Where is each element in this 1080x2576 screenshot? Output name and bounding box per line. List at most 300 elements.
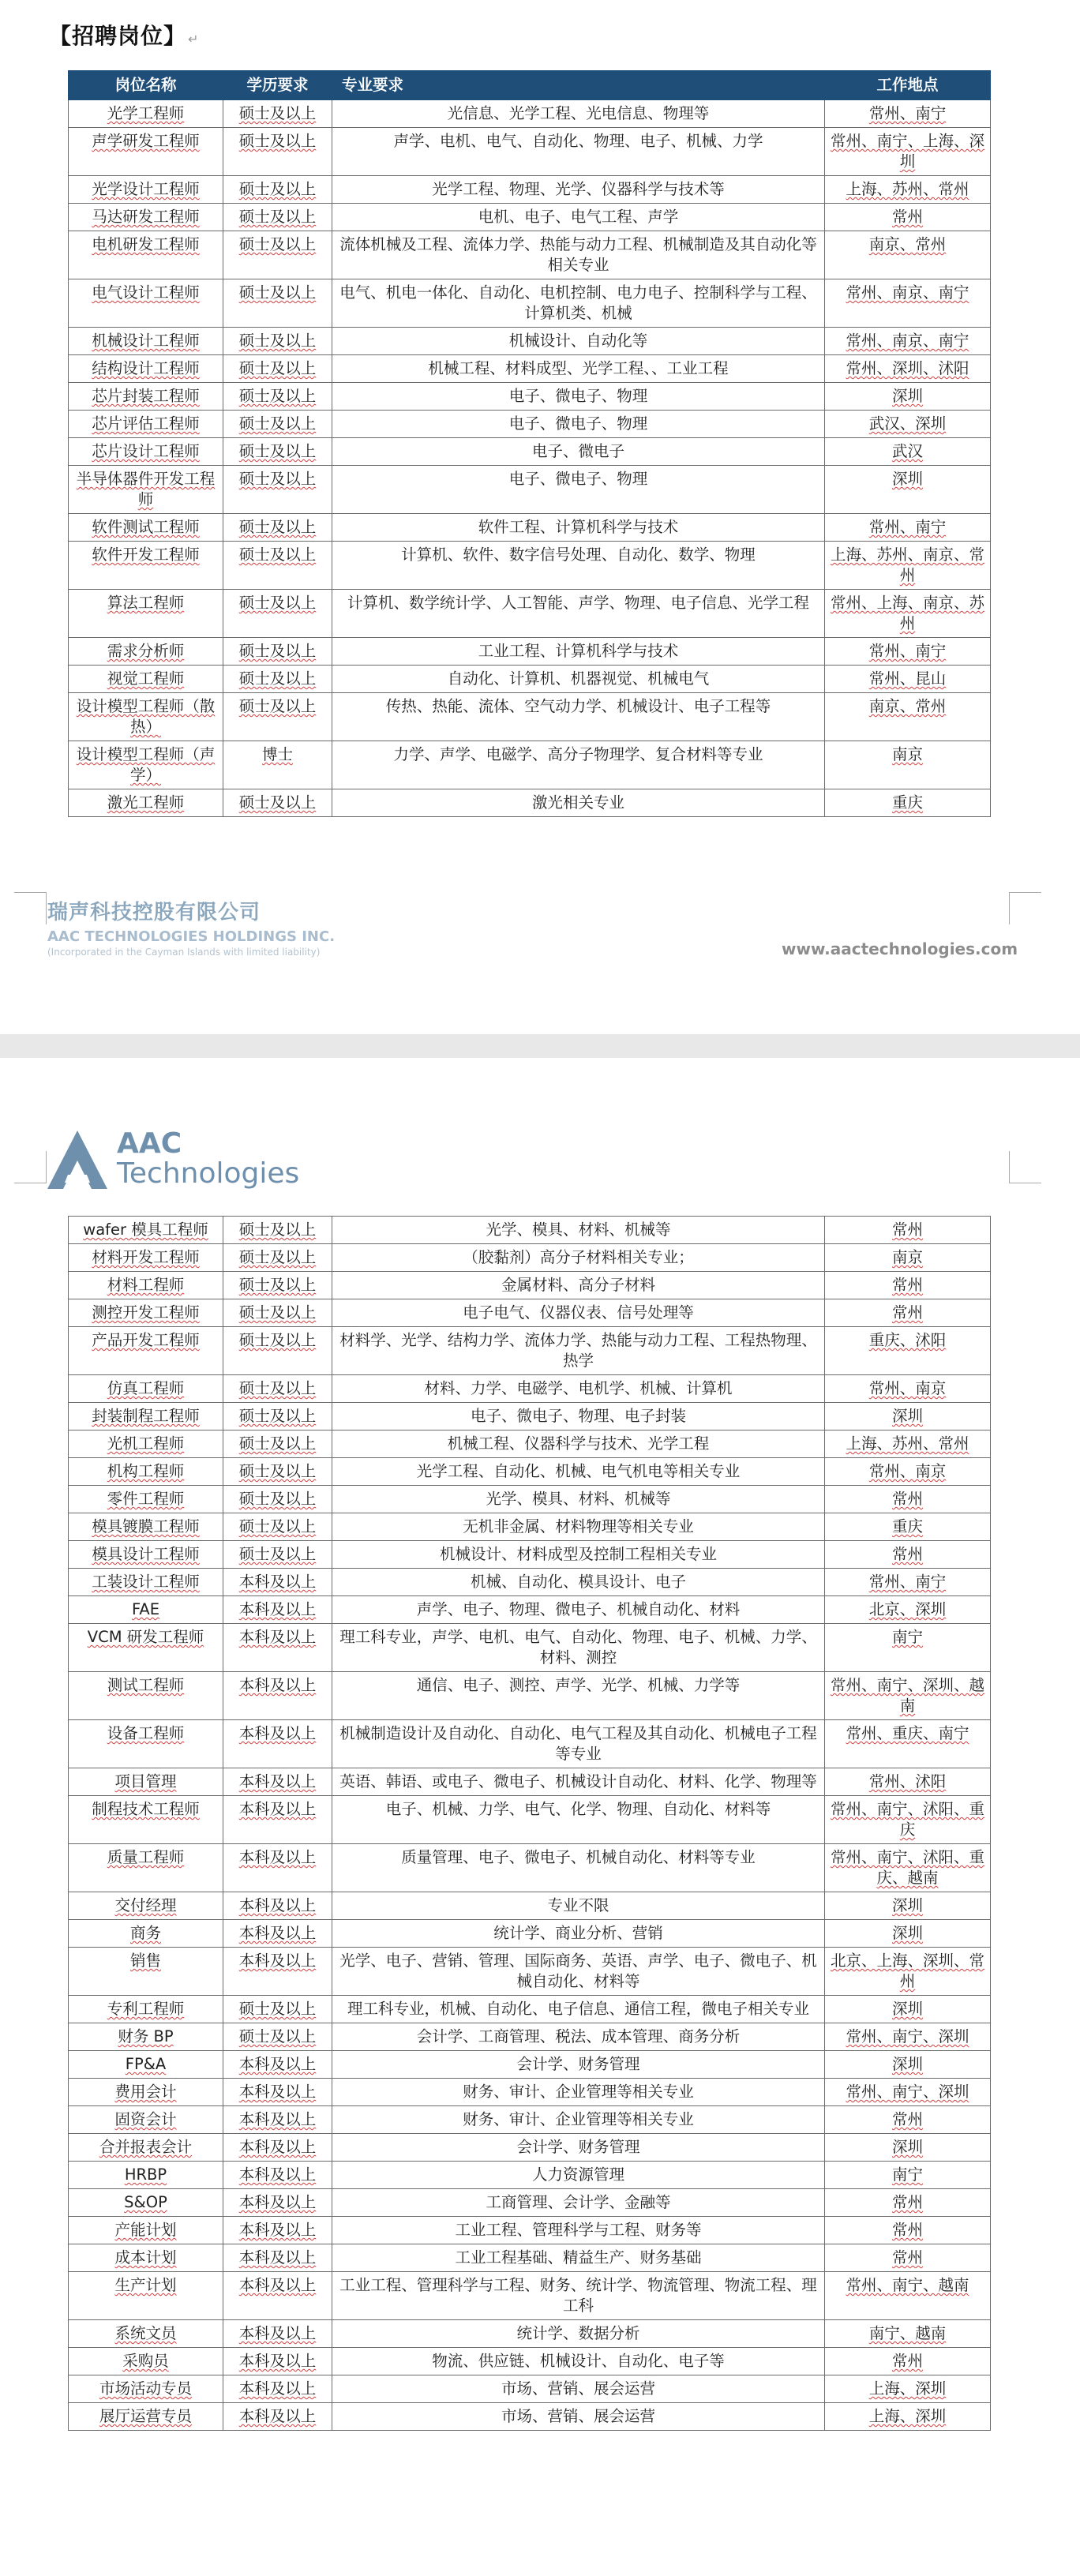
job-title-cell: 光学工程师: [69, 100, 223, 128]
education-cell: 本科及以上: [223, 2162, 332, 2189]
location-cell: 深圳: [825, 1403, 991, 1430]
table-row: [69, 1403, 991, 1430]
education-cell: 本科及以上: [223, 2217, 332, 2244]
location-cell: 深圳: [825, 1920, 991, 1948]
job-title-cell: 视觉工程师: [69, 666, 223, 693]
job-title-cell: 材料工程师: [69, 1272, 223, 1299]
location-cell: 南宁: [825, 2162, 991, 2189]
table-row: [69, 666, 991, 693]
section-title: [49, 19, 199, 51]
footer-company-cn: 瑞声科技控股有限公司: [47, 901, 261, 924]
job-title-cell: 软件开发工程师: [69, 542, 223, 590]
major-cell: 电子、微电子: [332, 438, 825, 466]
table-row: [69, 1541, 991, 1569]
major-cell: 工业工程、管理科学与工程、财务等: [332, 2217, 825, 2244]
table-row: [69, 2134, 991, 2162]
table-row: [69, 2079, 991, 2106]
major-cell: （胶黏剂）高分子材料相关专业；: [332, 1244, 825, 1272]
job-title-cell: 合并报表会计: [69, 2134, 223, 2162]
education-cell: 硕士及以上: [223, 438, 332, 466]
education-cell: 硕士及以上: [223, 100, 332, 128]
location-cell: 武汉: [825, 438, 991, 466]
location-cell: 南宁、越南: [825, 2320, 991, 2348]
education-cell: 硕士及以上: [223, 383, 332, 411]
major-cell: 传热、热能、流体、空气动力学、机械设计、电子工程等: [332, 693, 825, 741]
major-cell: 机械工程、材料成型、光学工程、、工业工程: [332, 355, 825, 383]
major-cell: 会计学、财务管理: [332, 2134, 825, 2162]
location-cell: 常州、南宁、深圳、越南: [825, 1672, 991, 1720]
table-row: [69, 1796, 991, 1844]
job-title-cell: 需求分析师: [69, 638, 223, 666]
education-cell: 硕士及以上: [223, 128, 332, 176]
job-title-cell: 电机研发工程师: [69, 231, 223, 279]
major-cell: 电子、微电子、物理、电子封装: [332, 1403, 825, 1430]
job-title-cell: 激光工程师: [69, 789, 223, 817]
major-cell: 计算机、软件、数字信号处理、自动化、数学、物理: [332, 542, 825, 590]
job-title-cell: 结构设计工程师: [69, 355, 223, 383]
table-row: [69, 542, 991, 590]
major-cell: 物流、供应链、机械设计、自动化、电子等: [332, 2348, 825, 2375]
location-cell: 常州: [825, 1299, 991, 1327]
education-cell: 本科及以上: [223, 1720, 332, 1768]
education-cell: 本科及以上: [223, 2320, 332, 2348]
job-title-cell: 材料开发工程师: [69, 1244, 223, 1272]
education-cell: 硕士及以上: [223, 279, 332, 328]
location-cell: 上海、深圳: [825, 2403, 991, 2431]
education-cell: 硕士及以上: [223, 542, 332, 590]
logo-line-2: Technologies: [117, 1157, 300, 1190]
major-cell: 工业工程、管理科学与工程、财务、统计学、物流管理、物流工程、理工科: [332, 2272, 825, 2320]
table-row: [69, 279, 991, 328]
table-row: [69, 231, 991, 279]
job-table-page-2: [68, 1216, 991, 2431]
aac-logo: [44, 1127, 328, 1198]
major-cell: 理工科专业，声学、电机、电气、自动化、物理、电子、机械、力学、材料、测控: [332, 1624, 825, 1672]
job-title-cell: 设计模型工程师（散热）: [69, 693, 223, 741]
location-cell: 常州: [825, 2189, 991, 2217]
table-row: [69, 328, 991, 355]
education-cell: 硕士及以上: [223, 355, 332, 383]
section-title-text: 【招聘岗位】: [49, 23, 187, 49]
major-cell: 统计学、数据分析: [332, 2320, 825, 2348]
table-row: [69, 2348, 991, 2375]
education-cell: 硕士及以上: [223, 638, 332, 666]
location-cell: 常州、南宁: [825, 1569, 991, 1596]
job-title-cell: 光学设计工程师: [69, 176, 223, 204]
document-page-1: [0, 0, 1080, 1034]
job-title-cell: 展厅运营专员: [69, 2403, 223, 2431]
table-row: [69, 2375, 991, 2403]
education-cell: 本科及以上: [223, 2272, 332, 2320]
table-header-row: [69, 71, 991, 100]
education-cell: 本科及以上: [223, 1796, 332, 1844]
job-table-page-1: [68, 70, 991, 817]
table-row: [69, 1720, 991, 1768]
job-title-cell: 工装设计工程师: [69, 1569, 223, 1596]
table-row: [69, 741, 991, 789]
education-cell: 博士: [223, 741, 332, 789]
education-cell: 硕士及以上: [223, 1486, 332, 1513]
table-row: [69, 438, 991, 466]
education-cell: 硕士及以上: [223, 1541, 332, 1569]
major-cell: 会计学、财务管理: [332, 2051, 825, 2079]
table-row: [69, 2244, 991, 2272]
paragraph-mark-icon: ↵: [188, 32, 200, 47]
major-cell: 统计学、商业分析、营销: [332, 1920, 825, 1948]
job-title-cell: 产品开发工程师: [69, 1327, 223, 1375]
job-title-cell: 芯片评估工程师: [69, 411, 223, 438]
table-row: [69, 1244, 991, 1272]
education-cell: 硕士及以上: [223, 2023, 332, 2051]
job-title-cell: 芯片设计工程师: [69, 438, 223, 466]
location-cell: 北京、上海、深圳、常州: [825, 1948, 991, 1996]
job-title-cell: 半导体器件开发工程师: [69, 466, 223, 514]
major-cell: 机械、自动化、模具设计、电子: [332, 1569, 825, 1596]
education-cell: 硕士及以上: [223, 1430, 332, 1458]
table-row: [69, 638, 991, 666]
job-title-cell: 马达研发工程师: [69, 204, 223, 231]
major-cell: 电机、电子、电气工程、声学: [332, 204, 825, 231]
major-cell: 流体机械及工程、流体力学、热能与动力工程、机械制造及其自动化等相关专业: [332, 231, 825, 279]
table-row: [69, 2051, 991, 2079]
location-cell: 南京、常州: [825, 231, 991, 279]
table-row: [69, 693, 991, 741]
major-cell: 光学、电子、营销、管理、国际商务、英语、声学、电子、微电子、机械自动化、材料等: [332, 1948, 825, 1996]
location-cell: 常州、南京、南宁: [825, 279, 991, 328]
table-row: [69, 1672, 991, 1720]
education-cell: 本科及以上: [223, 2244, 332, 2272]
education-cell: 本科及以上: [223, 2051, 332, 2079]
table-row: [69, 789, 991, 817]
major-cell: 理工科专业，机械、自动化、电子信息、通信工程，微电子相关专业: [332, 1996, 825, 2023]
location-cell: 常州、南宁、沭阳、重庆、越南: [825, 1844, 991, 1892]
job-title-cell: wafer 模具工程师: [69, 1217, 223, 1244]
education-cell: 本科及以上: [223, 1892, 332, 1920]
education-cell: 硕士及以上: [223, 1272, 332, 1299]
table-row: [69, 1458, 991, 1486]
job-title-cell: 生产计划: [69, 2272, 223, 2320]
table-row: [69, 1375, 991, 1403]
location-cell: 重庆、沭阳: [825, 1327, 991, 1375]
crop-mark-bottom-left: [14, 892, 47, 924]
education-cell: 本科及以上: [223, 1624, 332, 1672]
job-title-cell: 软件测试工程师: [69, 514, 223, 542]
location-cell: 常州、深圳、沭阳: [825, 355, 991, 383]
table-row: [69, 1486, 991, 1513]
education-cell: 本科及以上: [223, 1920, 332, 1948]
location-cell: 常州、南宁: [825, 514, 991, 542]
job-title-cell: 仿真工程师: [69, 1375, 223, 1403]
location-cell: 常州、南京: [825, 1375, 991, 1403]
education-cell: 本科及以上: [223, 2189, 332, 2217]
major-cell: 机械工程、仪器科学与技术、光学工程: [332, 1430, 825, 1458]
education-cell: 硕士及以上: [223, 1299, 332, 1327]
table-row: [69, 1513, 991, 1541]
job-title-cell: 商务: [69, 1920, 223, 1948]
location-cell: 南宁: [825, 1624, 991, 1672]
location-cell: 常州、沭阳: [825, 1768, 991, 1796]
job-title-cell: FAE: [69, 1596, 223, 1624]
major-cell: 电气、机电一体化、自动化、电机控制、电力电子、控制科学与工程、计算机类、机械: [332, 279, 825, 328]
major-cell: 激光相关专业: [332, 789, 825, 817]
table-row: [69, 2189, 991, 2217]
education-cell: 硕士及以上: [223, 693, 332, 741]
job-title-cell: 项目管理: [69, 1768, 223, 1796]
table-row: [69, 411, 991, 438]
job-title-cell: FP&A: [69, 2051, 223, 2079]
job-title-cell: 设计模型工程师（声学）: [69, 741, 223, 789]
table-row: [69, 176, 991, 204]
education-cell: 硕士及以上: [223, 204, 332, 231]
table-row: [69, 1844, 991, 1892]
major-cell: 金属材料、高分子材料: [332, 1272, 825, 1299]
major-cell: 声学、电子、物理、微电子、机械自动化、材料: [332, 1596, 825, 1624]
education-cell: 硕士及以上: [223, 1244, 332, 1272]
location-cell: 南京: [825, 741, 991, 789]
location-cell: 常州、南京: [825, 1458, 991, 1486]
location-cell: 常州、南宁、沭阳、重庆: [825, 1796, 991, 1844]
job-title-cell: 模具设计工程师: [69, 1541, 223, 1569]
job-title-cell: 声学研发工程师: [69, 128, 223, 176]
job-title-cell: VCM 研发工程师: [69, 1624, 223, 1672]
table-row: [69, 1430, 991, 1458]
table-row: [69, 466, 991, 514]
location-cell: 上海、深圳: [825, 2375, 991, 2403]
table-row: [69, 590, 991, 638]
job-title-cell: 固资会计: [69, 2106, 223, 2134]
location-cell: 常州、重庆、南宁: [825, 1720, 991, 1768]
education-cell: 硕士及以上: [223, 466, 332, 514]
job-title-cell: 成本计划: [69, 2244, 223, 2272]
header-job-title: 岗位名称: [69, 71, 223, 100]
location-cell: 常州: [825, 2348, 991, 2375]
major-cell: 计算机、数学统计学、人工智能、声学、物理、电子信息、光学工程: [332, 590, 825, 638]
job-title-cell: 销售: [69, 1948, 223, 1996]
major-cell: 光学工程、物理、光学、仪器科学与技术等: [332, 176, 825, 204]
major-cell: 电子、微电子、物理: [332, 466, 825, 514]
logo-line-1: AAC: [117, 1127, 182, 1160]
table-row: [69, 514, 991, 542]
table-row: [69, 1996, 991, 2023]
education-cell: 本科及以上: [223, 2375, 332, 2403]
table-row: [69, 1569, 991, 1596]
major-cell: 机械制造设计及自动化、自动化、电气工程及其自动化、机械电子工程等专业: [332, 1720, 825, 1768]
job-title-cell: 采购员: [69, 2348, 223, 2375]
job-title-cell: 费用会计: [69, 2079, 223, 2106]
table-row: [69, 2162, 991, 2189]
major-cell: 财务、审计、企业管理等相关专业: [332, 2106, 825, 2134]
table-row: [69, 1217, 991, 1244]
major-cell: 财务、审计、企业管理等相关专业: [332, 2079, 825, 2106]
job-title-cell: 芯片封装工程师: [69, 383, 223, 411]
education-cell: 硕士及以上: [223, 1458, 332, 1486]
aac-logo-wordmark: [117, 1129, 299, 1189]
major-cell: 光学、模具、材料、机械等: [332, 1486, 825, 1513]
education-cell: 本科及以上: [223, 2106, 332, 2134]
location-cell: 深圳: [825, 2051, 991, 2079]
job-title-cell: 系统文员: [69, 2320, 223, 2348]
location-cell: 常州、南宁、深圳: [825, 2079, 991, 2106]
location-cell: 常州: [825, 1486, 991, 1513]
education-cell: 硕士及以上: [223, 1217, 332, 1244]
location-cell: 上海、苏州、常州: [825, 176, 991, 204]
crop-mark-bottom-right: [1009, 892, 1041, 924]
education-cell: 硕士及以上: [223, 1327, 332, 1375]
location-cell: 上海、苏州、常州: [825, 1430, 991, 1458]
location-cell: 武汉、深圳: [825, 411, 991, 438]
location-cell: 深圳: [825, 383, 991, 411]
table-row: [69, 2023, 991, 2051]
footer-company-block: [47, 896, 335, 958]
major-cell: 通信、电子、测控、声学、光学、机械、力学等: [332, 1672, 825, 1720]
job-title-cell: 市场活动专员: [69, 2375, 223, 2403]
job-title-cell: 测控开发工程师: [69, 1299, 223, 1327]
major-cell: 市场、营销、展会运营: [332, 2403, 825, 2431]
education-cell: 硕士及以上: [223, 666, 332, 693]
location-cell: 南京: [825, 1244, 991, 1272]
education-cell: 本科及以上: [223, 2403, 332, 2431]
table-row: [69, 1327, 991, 1375]
location-cell: 深圳: [825, 1892, 991, 1920]
job-title-cell: 设备工程师: [69, 1720, 223, 1768]
table-row: [69, 355, 991, 383]
crop-mark-top-right: [1009, 1151, 1041, 1183]
major-cell: 电子、机械、力学、电气、化学、物理、自动化、材料等: [332, 1796, 825, 1844]
major-cell: 市场、营销、展会运营: [332, 2375, 825, 2403]
crop-mark-top-left: [14, 1151, 47, 1183]
header-location: 工作地点: [825, 71, 991, 100]
location-cell: 深圳: [825, 466, 991, 514]
table-row: [69, 1768, 991, 1796]
location-cell: 常州、上海、南京、苏州: [825, 590, 991, 638]
education-cell: 硕士及以上: [223, 1996, 332, 2023]
major-cell: 软件工程、计算机科学与技术: [332, 514, 825, 542]
education-cell: 本科及以上: [223, 1844, 332, 1892]
table-row: [69, 204, 991, 231]
header-education: 学历要求: [223, 71, 332, 100]
location-cell: 重庆: [825, 1513, 991, 1541]
education-cell: 本科及以上: [223, 2348, 332, 2375]
job-title-cell: 电气设计工程师: [69, 279, 223, 328]
job-title-cell: 机构工程师: [69, 1458, 223, 1486]
major-cell: 英语、韩语、或电子、微电子、机械设计自动化、材料、化学、物理等: [332, 1768, 825, 1796]
table-row: [69, 1624, 991, 1672]
education-cell: 本科及以上: [223, 1948, 332, 1996]
location-cell: 常州: [825, 2244, 991, 2272]
table-row: [69, 100, 991, 128]
job-title-cell: 算法工程师: [69, 590, 223, 638]
major-cell: 自动化、计算机、机器视觉、机械电气: [332, 666, 825, 693]
location-cell: 常州、南京、南宁: [825, 328, 991, 355]
location-cell: 常州: [825, 2106, 991, 2134]
location-cell: 常州、南宁、上海、深圳: [825, 128, 991, 176]
major-cell: 电子电气、仪器仪表、信号处理等: [332, 1299, 825, 1327]
education-cell: 本科及以上: [223, 1672, 332, 1720]
education-cell: 本科及以上: [223, 2079, 332, 2106]
table-row: [69, 2320, 991, 2348]
location-cell: 常州、南宁、越南: [825, 2272, 991, 2320]
table-row: [69, 128, 991, 176]
header-major: 专业要求: [332, 71, 825, 100]
job-title-cell: 零件工程师: [69, 1486, 223, 1513]
location-cell: 常州: [825, 1272, 991, 1299]
major-cell: 电子、微电子、物理: [332, 383, 825, 411]
table-row: [69, 1272, 991, 1299]
table-row: [69, 2217, 991, 2244]
job-title-cell: 测试工程师: [69, 1672, 223, 1720]
major-cell: 光学、模具、材料、机械等: [332, 1217, 825, 1244]
job-title-cell: 财务 BP: [69, 2023, 223, 2051]
location-cell: 常州: [825, 1217, 991, 1244]
location-cell: 深圳: [825, 1996, 991, 2023]
table-row: [69, 1948, 991, 1996]
footer-incorporation-note: (Incorporated in the Cayman Islands with limited liability): [47, 947, 321, 958]
major-cell: 工业工程基础、精益生产、财务基础: [332, 2244, 825, 2272]
location-cell: 常州: [825, 204, 991, 231]
job-title-cell: 质量工程师: [69, 1844, 223, 1892]
major-cell: 材料、力学、电磁学、电机学、机械、计算机: [332, 1375, 825, 1403]
major-cell: 人力资源管理: [332, 2162, 825, 2189]
education-cell: 硕士及以上: [223, 590, 332, 638]
table-row: [69, 1920, 991, 1948]
education-cell: 本科及以上: [223, 1768, 332, 1796]
education-cell: 硕士及以上: [223, 1375, 332, 1403]
location-cell: 深圳: [825, 2134, 991, 2162]
location-cell: 北京、深圳: [825, 1596, 991, 1624]
table-row: [69, 1596, 991, 1624]
job-title-cell: S&OP: [69, 2189, 223, 2217]
document-page-2: [0, 1058, 1080, 2576]
education-cell: 硕士及以上: [223, 411, 332, 438]
location-cell: 常州: [825, 2217, 991, 2244]
table-row: [69, 383, 991, 411]
location-cell: 重庆: [825, 789, 991, 817]
major-cell: 工商管理、会计学、金融等: [332, 2189, 825, 2217]
major-cell: 质量管理、电子、微电子、机械自动化、材料等专业: [332, 1844, 825, 1892]
major-cell: 光信息、光学工程、光电信息、物理等: [332, 100, 825, 128]
education-cell: 硕士及以上: [223, 514, 332, 542]
table-row: [69, 2272, 991, 2320]
job-title-cell: 模具镀膜工程师: [69, 1513, 223, 1541]
education-cell: 本科及以上: [223, 1569, 332, 1596]
location-cell: 常州、南宁: [825, 100, 991, 128]
major-cell: 电子、微电子、物理: [332, 411, 825, 438]
education-cell: 本科及以上: [223, 2134, 332, 2162]
job-title-cell: 制程技术工程师: [69, 1796, 223, 1844]
major-cell: 专业不限: [332, 1892, 825, 1920]
major-cell: 光学工程、自动化、机械、电气机电等相关专业: [332, 1458, 825, 1486]
major-cell: 材料学、光学、结构力学、流体力学、热能与动力工程、工程热物理、热学: [332, 1327, 825, 1375]
footer-website: www.aactechnologies.com: [782, 939, 1018, 958]
job-title-cell: 封装制程工程师: [69, 1403, 223, 1430]
location-cell: 常州、昆山: [825, 666, 991, 693]
job-title-cell: 机械设计工程师: [69, 328, 223, 355]
major-cell: 力学、声学、电磁学、高分子物理学、复合材料等专业: [332, 741, 825, 789]
table-row: [69, 1299, 991, 1327]
major-cell: 机械设计、自动化等: [332, 328, 825, 355]
table-row: [69, 2403, 991, 2431]
location-cell: 常州、南宁、深圳: [825, 2023, 991, 2051]
table-row: [69, 1892, 991, 1920]
education-cell: 硕士及以上: [223, 1403, 332, 1430]
job-title-cell: 产能计划: [69, 2217, 223, 2244]
education-cell: 硕士及以上: [223, 1513, 332, 1541]
education-cell: 硕士及以上: [223, 176, 332, 204]
footer-company-en: AAC TECHNOLOGIES HOLDINGS INC.: [47, 928, 336, 945]
education-cell: 本科及以上: [223, 1596, 332, 1624]
job-title-cell: 专利工程师: [69, 1996, 223, 2023]
education-cell: 硕士及以上: [223, 231, 332, 279]
